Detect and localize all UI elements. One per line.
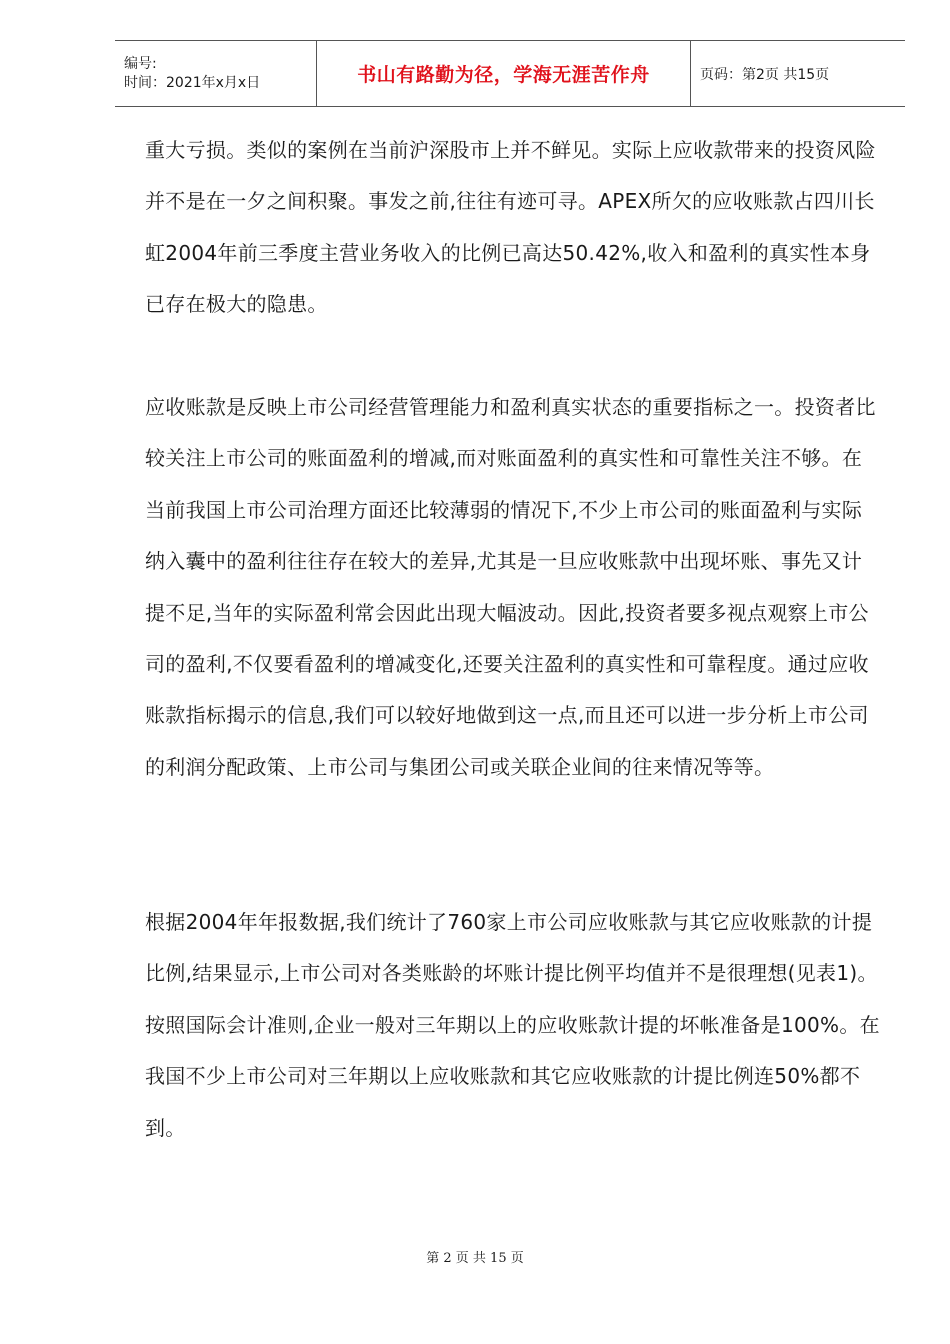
header-meta (115, 41, 317, 106)
body-paragraph-2: 应收账款是反映上市公司经营管理能力和盈利真实状态的重要指标之一。投资者比较关注上市公司的账面盈利的增减,而对账面盈利的真实性和可靠性关注不够。在当前我国上市公司治理方面还比较薄弱的情况下,不少上市公司的账面盈利与实际纳入囊中的盈利往往存在较大的差异,尤其是一旦应收账款中出现坏账、事先又计提不足,当年的实际盈利常会因此出现大幅波动。因此,投资者要多视点观察上市公司的盈利,不仅要看盈利的增减变化,还要关注盈利的真实性和可靠程度。通过应收账款指标揭示的信息,我们可以较好地做到这一点,而且还可以进一步分析上市公司的利润分配政策、上市公司与集团公司或关联企业间的往来情况等等。 (145, 395, 876, 779)
header-motto: 书山有路勤为径，学海无涯苦作舟 (357, 64, 650, 86)
page-footer: 第 2 页 共 15 页 (426, 1251, 524, 1266)
body-paragraph-3: 根据2004年年报数据,我们统计了760家上市公司应收账款与其它应收账款的计提比例,结果显示,上市公司对各类账龄的坏账计提比例平均值并不是很理想(见表1)。按照国际会计准则,企业一般对三年期以上的应收账款计提的坏帐准备是100%。在我国不少上市公司对三年期以上应收账款和其它应收账款的计提比例连50%都不到。 (145, 910, 880, 1140)
header-motto-cell (317, 41, 691, 106)
body-paragraph-1: 重大亏损。类似的案例在当前沪深股市上并不鲜见。实际上应收款带来的投资风险并不是在一夕之间积聚。事发之前,往往有迹可寻。APEX所欠的应收账款占四川长虹2004年前三季度主营业务收入的比例已高达50.42%,收入和盈利的真实性本身已存在极大的隐患。 (145, 138, 876, 317)
header-page-info: 页码：第2页 共15页 (700, 66, 830, 83)
document-number-label: 编号: (124, 55, 157, 72)
document-date: 时间：2021年x月x日 (124, 74, 261, 91)
page-header (115, 40, 905, 107)
header-page-cell (691, 41, 905, 106)
